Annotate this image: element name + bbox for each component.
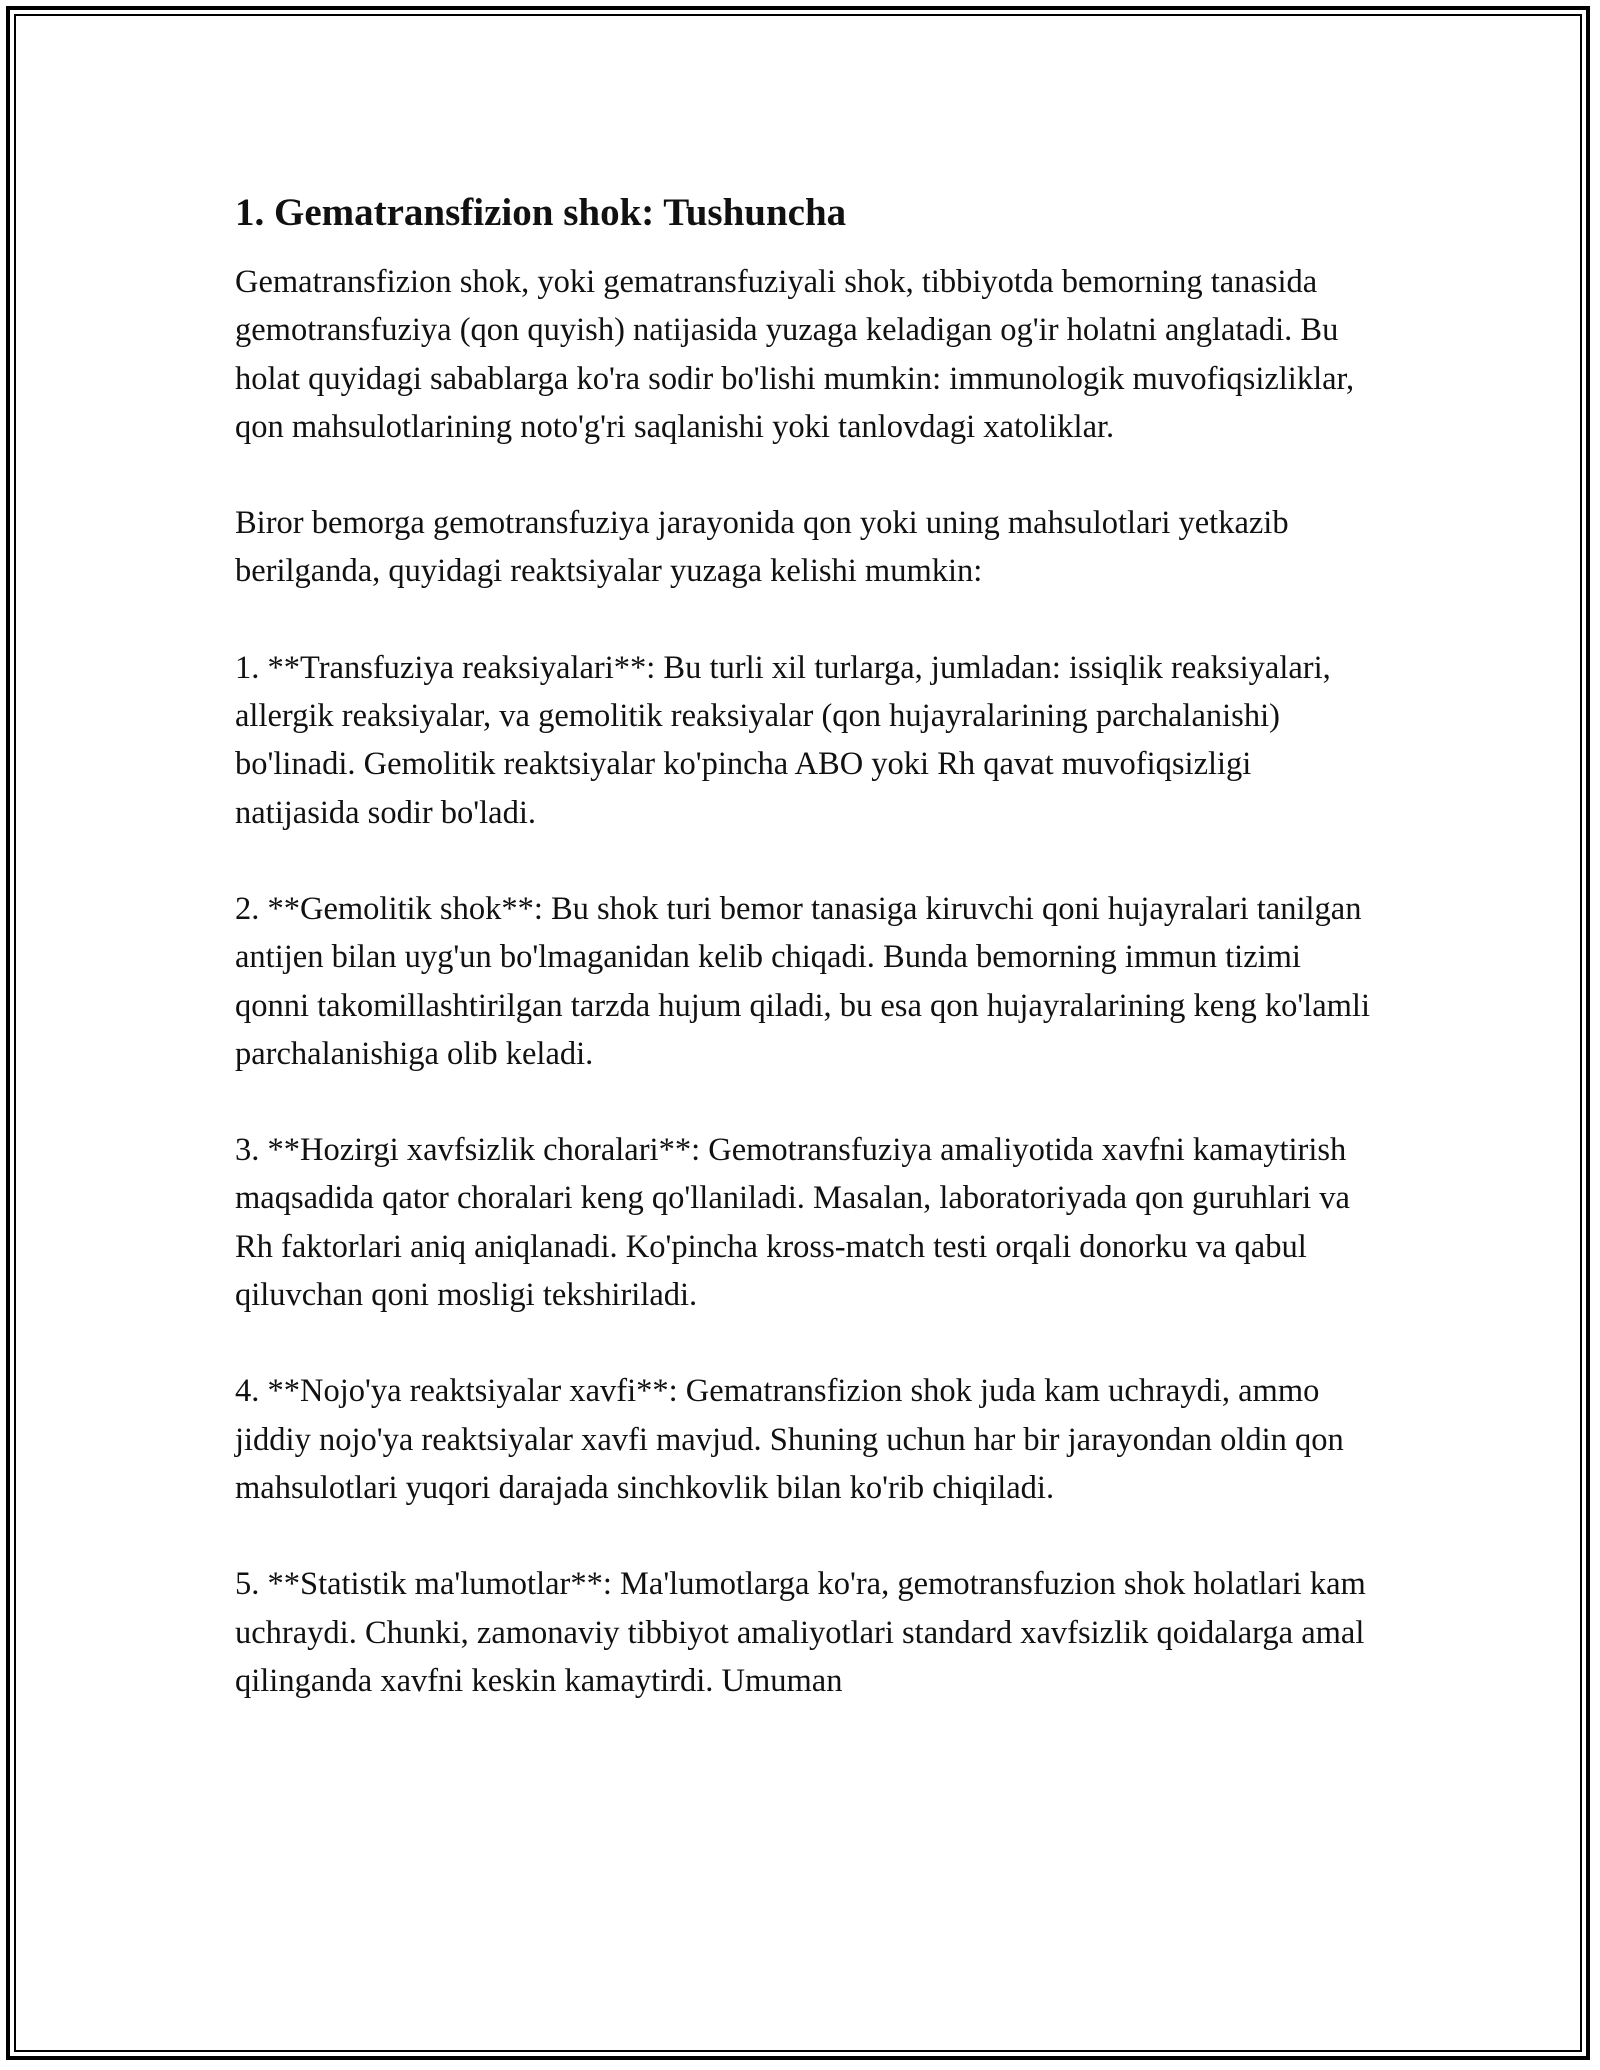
list-item-transfusion-reactions: 1. **Transfuziya reaksiyalari**: Bu turli xil turlarga, jumladan: issiqlik reaksiyalari, allergik reaksiyalar, va gemolitik reaksiyalar (qon hujayralarining parchalanishi) bo'linadi. Gemolitik reaktsiyalar ko'pincha ABO yoki Rh qavat muvofiqsizligi natijasida sodir bo'ladi.	[235, 649, 1331, 831]
list-item-hemolytic-shock: 2. **Gemolitik shok**: Bu shok turi bemor tanasiga kiruvchi qoni hujayralari tanilgan antijen bilan uyg'un bo'lmaganidan kelib chiqadi. Bunda bemorning immun tizimi qonni takomillashtirilgan tarzda hujum qiladi, bu esa qon hujayralarining keng ko'lamli parchalanishiga olib keladi.	[235, 890, 1370, 1072]
list-item-adverse-reactions-risk: 4. **Nojo'ya reaktsiyalar xavfi**: Gematransfizion shok juda kam uchraydi, ammo jiddiy nojo'ya reaktsiyalar xavfi mavjud. Shuning uchun har bir jarayondan oldin qon mahsulotlari yuqori darajada sinchkovlik bilan ko'rib chiqiladi.	[235, 1373, 1344, 1506]
document-body	[235, 186, 1375, 1705]
document-heading: 1. Gematransfizion shok: Tushuncha	[235, 191, 847, 234]
list-item-statistics: 5. **Statistik ma'lumotlar**: Ma'lumotlarga ko'ra, gemotransfuzion shok holatlari kam uchraydi. Chunki, zamonaviy tibbiyot amaliyotlari standard xavfsizlik qoidalarga amal qilinganda xavfni keskin kamaytirdi. Umuman	[235, 1566, 1366, 1699]
paragraph-definition: Gematransfizion shok, yoki gematransfuziyali shok, tibbiyotda bemorning tanasida gemotransfuziya (qon quyish) natijasida yuzaga keladigan og'ir holatni anglatadi. Bu holat quyidagi sabablarga ko'ra sodir bo'lishi mumkin: immunologik muvofiqsizliklar, qon mahsulotlarining noto'g'ri saqlanishi yoki tanlovdagi xatoliklar.	[235, 264, 1355, 445]
paragraph-reactions-intro: Biror bemorga gemotransfuziya jarayonida qon yoki uning mahsulotlari yetkazib berilganda, quyidagi reaktsiyalar yuzaga kelishi mumkin:	[235, 505, 1289, 590]
list-item-safety-measures: 3. **Hozirgi xavfsizlik choralari**: Gemotransfuziya amaliyotida xavfni kamaytirish maqsadida qator choralari keng qo'llaniladi. Masalan, laboratoriyada qon guruhlari va Rh faktorlari aniq aniqlanadi. Ko'pincha kross-match testi orqali donorku va qabul qiluvchan qoni mosligi tekshiriladi.	[235, 1132, 1350, 1314]
